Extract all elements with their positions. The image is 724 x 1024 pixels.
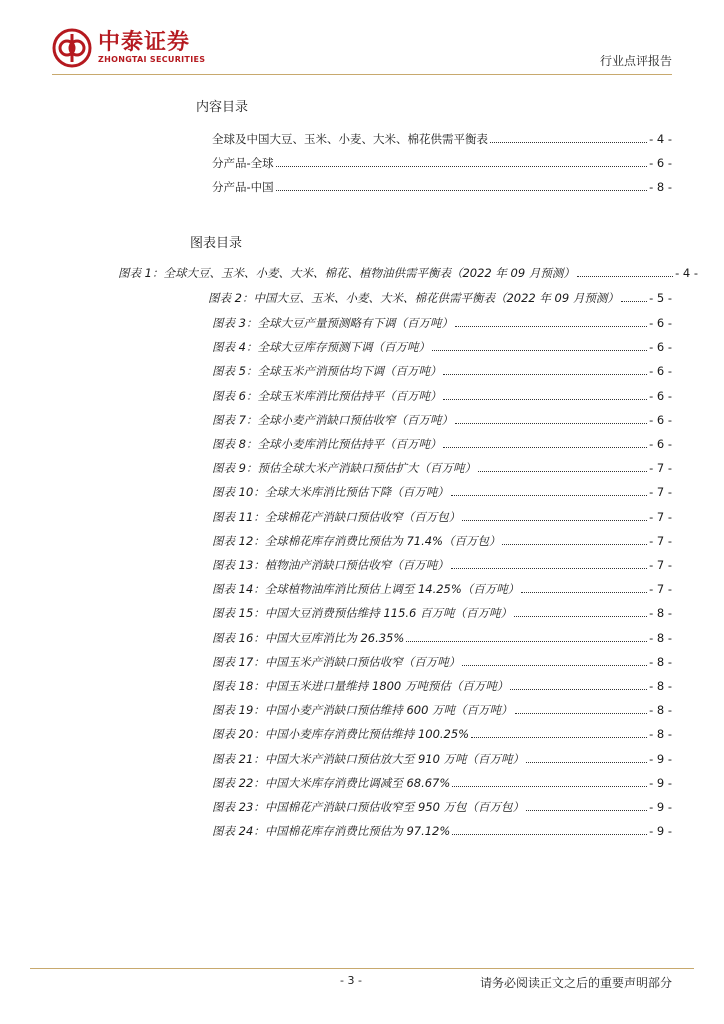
figure-list-entry[interactable] [212, 701, 672, 719]
toc-dot-leader [577, 264, 673, 277]
toc-entry-page: - 6 - [649, 364, 672, 379]
toc-entry-label: 图表 4：全球大豆库存预测下调（百万吨） [212, 340, 430, 355]
contents-entry[interactable] [212, 154, 672, 172]
figure-list-entry[interactable] [212, 362, 672, 380]
figure-list-entry[interactable] [212, 532, 672, 550]
toc-entry-page: - 8 - [649, 606, 672, 621]
toc-entry-label: 图表 19：中国小麦产消缺口预估维持 600 万吨（百万吨） [212, 703, 513, 718]
toc-dot-leader [478, 459, 647, 472]
figure-list-entry[interactable] [212, 387, 672, 405]
toc-entry-label: 图表 8：全球小麦库消比预估持平（百万吨） [212, 437, 442, 451]
figure-list-entry[interactable] [208, 289, 672, 307]
toc-entry-label: 图表 15：中国大豆消费预估维持 115.6 百万吨（百万吨） [212, 606, 513, 621]
toc-entry-page: - 9 - [649, 775, 672, 790]
figure-list-entry[interactable] [212, 580, 672, 598]
figure-list-entry[interactable] [118, 264, 698, 282]
toc-entry-page: - 6 - [649, 388, 672, 403]
contents-entry[interactable] [212, 130, 672, 148]
figure-list-entry[interactable] [212, 653, 672, 671]
toc-entry-label: 分产品-全球 [212, 156, 274, 170]
figures-title: 图表目录 [190, 236, 243, 251]
toc-dot-leader [276, 154, 647, 167]
figure-list-entry[interactable] [212, 798, 672, 816]
toc-dot-leader [514, 604, 647, 617]
toc-entry-label: 图表 12：全球棉花库存消费比预估为 71.4%（百万包） [212, 533, 501, 548]
toc-dot-leader [443, 387, 647, 400]
contents-title: 内容目录 [196, 100, 249, 115]
toc-entry-page: - 4 - [675, 266, 698, 280]
toc-entry-page: - 9 - [649, 751, 672, 766]
toc-entry-page: - 7 - [649, 582, 672, 597]
toc-entry-page: - 7 - [649, 485, 672, 500]
toc-dot-leader [621, 289, 647, 302]
toc-entry-label: 图表 11：全球棉花产消缺口预估收窄（百万包） [212, 509, 461, 524]
figure-list-entry[interactable] [212, 774, 672, 792]
toc-entry-page: - 6 - [649, 340, 672, 355]
toc-dot-leader [452, 822, 647, 835]
toc-dot-leader [452, 774, 647, 787]
toc-entry-label: 图表 14：全球植物油库消比预估上调至 14.25%（百万吨） [212, 582, 520, 597]
toc-dot-leader [455, 411, 647, 424]
toc-dot-leader [455, 314, 647, 327]
toc-dot-leader [451, 483, 647, 496]
toc-entry-label: 图表 22：中国大米库存消费比调减至 68.67% [212, 775, 451, 790]
toc-dot-leader [510, 677, 647, 690]
logo-chinese-name: 中泰证券 [98, 30, 191, 55]
toc-entry-page: - 8 - [649, 679, 672, 693]
toc-entry-label: 图表 17：中国玉米产消缺口预估收窄（百万吨） [212, 654, 461, 669]
figure-list-entry[interactable] [212, 508, 672, 526]
figure-list-entry[interactable] [212, 629, 672, 647]
toc-entry-page: - 7 - [649, 533, 672, 548]
toc-dot-leader [471, 725, 647, 738]
figure-list-entry[interactable] [212, 459, 672, 477]
toc-dot-leader [526, 750, 647, 763]
toc-dot-leader [521, 580, 647, 593]
toc-entry-page: - 6 - [649, 156, 672, 170]
toc-entry-page: - 8 - [649, 630, 672, 645]
toc-entry-label: 图表 5：全球玉米产消预估均下调（百万吨） [212, 364, 442, 379]
toc-dot-leader [406, 629, 647, 642]
toc-dot-leader [462, 508, 647, 521]
figure-list-entry[interactable] [212, 338, 672, 356]
toc-entry-label: 图表 2：中国大豆、玉米、小麦、大米、棉花供需平衡表（2022 年 09 月预测） [208, 291, 619, 305]
header-divider [52, 74, 672, 75]
toc-entry-page: - 7 - [649, 461, 672, 476]
toc-entry-label: 图表 16：中国大豆库消比为 26.35% [212, 630, 405, 645]
company-logo [52, 28, 205, 68]
toc-entry-page: - 4 - [649, 132, 672, 146]
toc-entry-page: - 6 - [649, 437, 672, 451]
toc-entry-page: - 8 - [649, 654, 672, 669]
toc-entry-label: 图表 13：植物油产消缺口预估收窄（百万吨） [212, 558, 449, 572]
toc-dot-leader [451, 556, 647, 569]
zhongtai-logo-icon [52, 28, 92, 68]
toc-entry-label: 全球及中国大豆、玉米、小麦、大米、棉花供需平衡表 [212, 132, 488, 146]
toc-entry-label: 图表 3：全球大豆产量预测略有下调（百万吨） [212, 316, 453, 330]
toc-dot-leader [443, 362, 647, 375]
toc-dot-leader [490, 130, 647, 143]
toc-entry-label: 图表 24：中国棉花库存消费比预估为 97.12% [212, 824, 451, 839]
toc-entry-page: - 7 - [649, 509, 672, 524]
toc-entry-page: - 9 - [649, 824, 672, 839]
toc-dot-leader [502, 532, 647, 545]
toc-entry-label: 图表 23：中国棉花产消缺口预估收窄至 950 万包（百万包） [212, 800, 525, 814]
page-header [0, 0, 724, 80]
toc-entry-page: - 5 - [649, 291, 672, 305]
toc-entry-label: 图表 7：全球小麦产消缺口预估收窄（百万吨） [212, 412, 453, 427]
toc-entry-page: - 7 - [649, 558, 672, 572]
figure-list-entry[interactable] [212, 750, 672, 768]
footer-disclaimer: 请务必阅读正文之后的重要声明部分 [479, 976, 672, 990]
figure-list-entry[interactable] [212, 314, 672, 332]
logo-english-name: ZHONGTAI SECURITIES [98, 55, 206, 64]
figure-list-entry[interactable] [212, 556, 672, 574]
figure-list-entry[interactable] [212, 725, 672, 743]
toc-entry-label: 图表 20：中国小麦库存消费比预估维持 100.25% [212, 727, 470, 742]
figure-list-entry[interactable] [212, 604, 672, 622]
figure-list-entry[interactable] [212, 411, 672, 429]
toc-dot-leader [443, 435, 647, 448]
footer-divider [30, 968, 694, 969]
toc-entry-label: 图表 18：中国玉米进口量维持 1800 万吨预估（百万吨） [212, 679, 509, 693]
toc-dot-leader [276, 178, 647, 191]
toc-entry-page: - 6 - [649, 412, 672, 427]
toc-dot-leader [515, 701, 648, 714]
toc-entry-label: 图表 1：全球大豆、玉米、小麦、大米、棉花、植物油供需平衡表（2022 年 09 月预测） [118, 266, 575, 280]
toc-entry-label: 图表 6：全球玉米库消比预估持平（百万吨） [212, 388, 442, 403]
toc-dot-leader [462, 653, 647, 666]
toc-entry-label: 图表 9：预估全球大米产消缺口预估扩大（百万吨） [212, 461, 476, 476]
toc-entry-label: 分产品-中国 [212, 180, 274, 194]
toc-entry-page: - 6 - [649, 316, 672, 330]
figure-list-entry[interactable] [212, 483, 672, 501]
contents-entry[interactable] [212, 178, 672, 196]
toc-dot-leader [432, 338, 647, 351]
toc-entry-page: - 8 - [649, 727, 672, 742]
page-number: - 3 - [340, 974, 362, 987]
figure-list-entry[interactable] [212, 822, 672, 840]
toc-entry-page: - 8 - [649, 703, 672, 718]
toc-entry-page: - 9 - [649, 800, 672, 814]
toc-entry-label: 图表 10：全球大米库消比预估下降（百万吨） [212, 485, 449, 500]
toc-entry-page: - 8 - [649, 180, 672, 194]
toc-entry-label: 图表 21：中国大米产消缺口预估放大至 910 万吨（百万吨） [212, 751, 525, 766]
figure-list-entry[interactable] [212, 677, 672, 695]
figure-list-entry[interactable] [212, 435, 672, 453]
toc-dot-leader [526, 798, 647, 811]
report-type-label: 行业点评报告 [599, 54, 672, 68]
